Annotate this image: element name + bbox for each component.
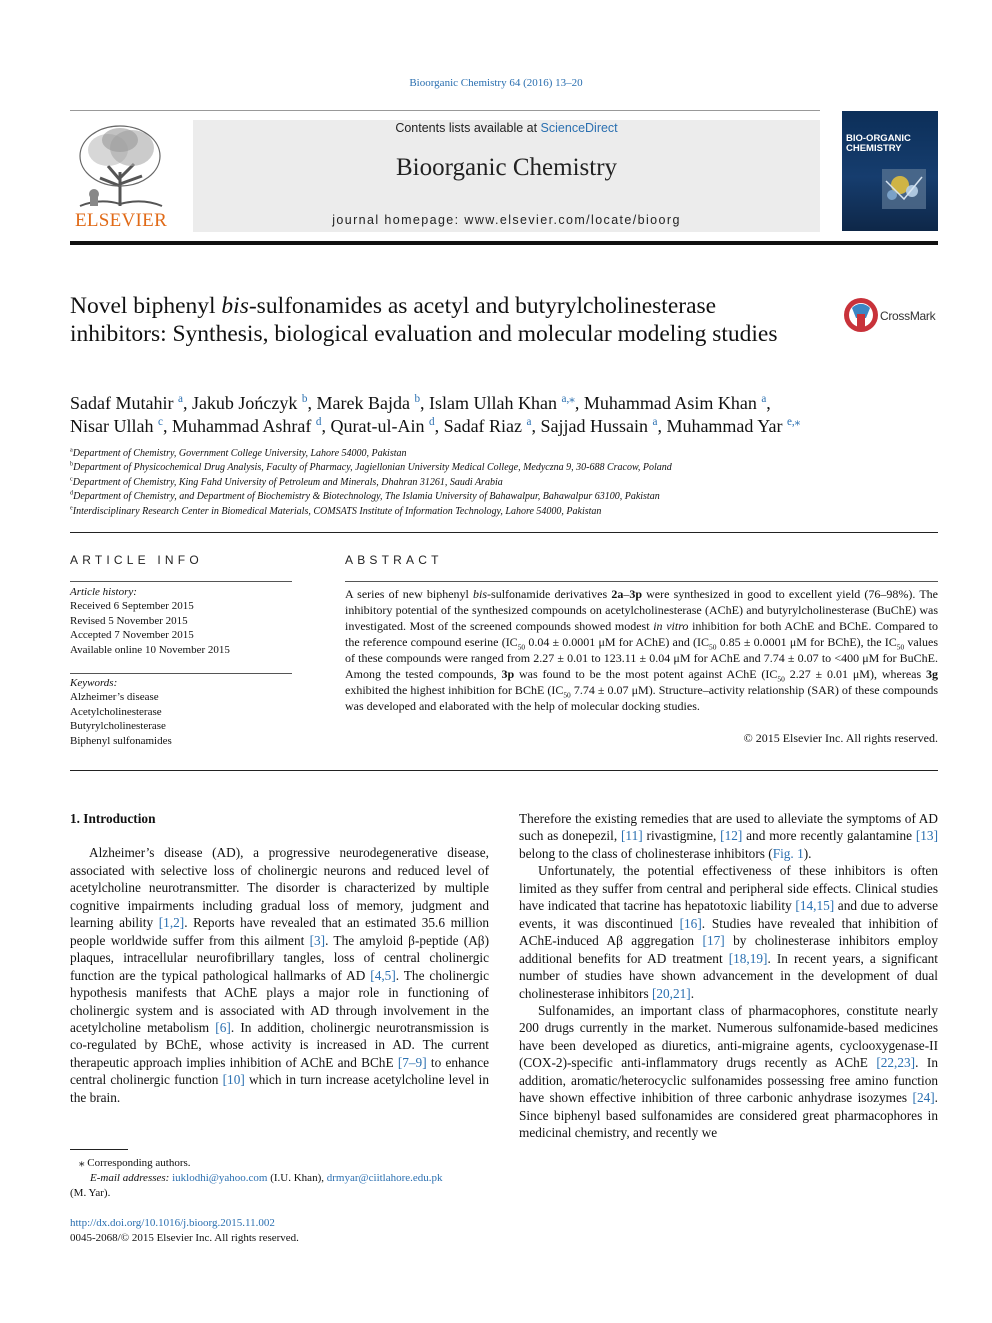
online-date: Available online 10 November 2015 (70, 643, 230, 656)
footnote-rule (70, 1149, 128, 1150)
crossmark-label[interactable]: CrossMark (880, 309, 936, 323)
journal-reference[interactable]: Bioorganic Chemistry 64 (2016) 13–20 (409, 77, 583, 89)
header-thick-rule (70, 241, 938, 245)
citation-link[interactable]: [17] (702, 933, 725, 949)
title-part: Novel biphenyl (70, 293, 222, 319)
abstract-copyright: © 2015 Elsevier Inc. All rights reserved. (743, 731, 938, 745)
paragraph: Alzheimer’s disease (AD), a progressive neurodegenerative disease, associated with selective loss of cholinergic neurons and reduced level of acetylcholine neurotransmitter. The disorder is characterized by multiple cognitive impairments including gradual loss of memory, judgment and learning ability [1,2]. Reports have revealed that an estimated 35.6 million people worldwide suffer from this ailment [3]. The amyloid β-peptide (Aβ) plaques, intracellular neurofibrillary tangles, loss of central cholinergic function are the typical pathological hallmarks of AD [4,5]. The cholinergic hypothesis manifests that AChE plays a major role in functioning of cholinergic system and is associated with AD through involvement in the acetylcholine metabolism [6]. In addition, cholinergic neurotransmission is co-regulated by BChE, whose activity is increased in AD. The current therapeutic approach implies inhibition of AChE and BChE [7–9] to enhance central cholinergic function [10] which in turn increase acetylcholine level in the brain. (70, 845, 490, 1105)
section-heading: 1. Introduction (70, 811, 156, 826)
abstract-rule (345, 581, 938, 582)
abstract-body: A series of new biphenyl bis-sulfonamide derivatives 2a–3p were synthesized in good to excellent yield (76–98%). The inhibitory potential of the synthesized compounds on acetylcholinesterase (AChE) and butyrylcholinesterase (BuChE) was investigated. Most of the screened compounds showed modest in vitro inhibition for both AChE and BChE. Compared to the reference compound eserine ($IC_{50}$ 0.04 ± 0.0001 μM for AChE) and ($IC_{50}$ 0.85 ± 0.0001 μM for BChE), the $IC_{50}$ values of these compounds were ranged from 2.27 ± 0.01 to 123.11 ± 0.04 μM for AChE and 7.74 ± 0.07 to <400 μM for BuChE. Among the tested compounds, 3p was found to be the most potent against AChE ($IC_{50}$ 2.27 ± 0.01 μM), whereas 3g exhibited the highest inhibition for BChE ($IC_{50}$ 7.74 ± 0.07 μM). Structure–activity relationship (SAR) of these compounds was developed and elaborated with the help of molecular docking studies. (345, 587, 939, 713)
author[interactable]: Muhammad Asim Khan $^a$ (583, 393, 767, 413)
journal-homepage[interactable]: journal homepage: www.elsevier.com/locate/bioorg (332, 213, 681, 227)
citation-link[interactable]: [11] (621, 828, 643, 844)
issn-copyright: 0045-2068/© 2015 Elsevier Inc. All rights reserved. (70, 1232, 299, 1244)
author[interactable]: Jakub Jończyk $^b$ (191, 393, 308, 413)
footnotes (70, 1156, 489, 1201)
email-note: E-mail addresses: iuklodhi@yahoo.com (I.U. Khan), drmyar@ciitlahore.edu.pk (90, 1172, 443, 1184)
affiliation: $^d$Department of Chemistry, and Department of Biochemistry & Biotechnology, The Islamia University of Bahawalpur, Bahawalpur 63100, Pakistan (70, 489, 660, 503)
citation-link[interactable]: [13] (915, 828, 938, 844)
figure-link[interactable]: Fig. 1 (772, 845, 804, 861)
citation-link[interactable]: [12] (720, 828, 743, 844)
email-link[interactable]: iuklodhi@yahoo.com (172, 1172, 268, 1184)
affiliation: $^b$Department of Physicochemical Drug Analysis, Faculty of Pharmacy, Jagiellonian University Medical College, Medyczna 9, 30-688 Cracow, Poland (70, 461, 672, 474)
abstract-heading: ABSTRACT (345, 553, 443, 567)
body-column-left (70, 810, 489, 1106)
citation-link[interactable]: [14,15] (795, 898, 835, 914)
doi-block (70, 1216, 299, 1246)
revised-date: Revised 5 November 2015 (70, 614, 188, 627)
journal-cover-image[interactable] (842, 111, 938, 231)
article-info-heading: ARTICLE INFO (70, 553, 203, 567)
author[interactable]: Islam Ullah Khan $^{a,⁎}$ (429, 393, 575, 413)
cover-title: BIO-ORGANIC CHEMISTRY (846, 133, 911, 154)
keyword: Alzheimer’s disease (70, 691, 159, 704)
body-column-right (519, 810, 938, 1142)
author[interactable]: Marek Bajda $^b$ (316, 393, 421, 413)
received-date: Received 6 September 2015 (70, 600, 194, 613)
journal-title: Bioorganic Chemistry (395, 154, 618, 181)
author[interactable]: Muhammad Ashraf $^d$ (171, 416, 322, 436)
abstract-bottom-rule (70, 770, 938, 771)
author[interactable]: Sadaf Mutahir $^a$ (70, 393, 183, 413)
article-title (70, 292, 810, 348)
contents-prefix: Contents lists available at (395, 121, 541, 135)
cover-art (842, 111, 938, 231)
author[interactable]: Nisar Ullah $^c$ (70, 416, 163, 436)
citation-link[interactable]: [22,23] (876, 1055, 916, 1071)
email-owner: (M. Yar). (70, 1187, 111, 1199)
keywords-label: Keywords: (70, 677, 118, 689)
paragraph: Unfortunately, the potential effectiveness of these inhibitors is often limited as they suffer from central and peripheral side effects. Clinical studies have indicated that tacrine has hepatotoxic liability [14,15] and due to adverse events, it was discontinued [16]. Studies have revealed that inhibition of AChE-induced Aβ aggregation [17] by cholinesterase inhibitors employ additional benefits for AD treatment [18,19]. In recent years, a significant number of studies have shown advancement in the development of dual cholinesterase inhibitors [20,21]. (519, 863, 938, 1001)
corresponding-note: ⁎ Corresponding authors. (79, 1157, 191, 1169)
history-label: Article history: (70, 586, 137, 598)
citation-link[interactable]: [1,2] (158, 915, 185, 931)
keyword: Acetylcholinesterase (70, 705, 162, 718)
publisher-wordmark: ELSEVIER (74, 210, 168, 231)
citation-link[interactable]: [3] (309, 932, 326, 948)
article-info-rule (70, 581, 292, 582)
author-list: Sadaf Mutahir $^a$, Jakub Jończyk $^b$, Marek Bajda $^b$, Islam Ullah Khan $^{a,⁎}$, Muhammad Asim Khan $^a$, Nisar Ullah $^c$, Muhammad Ashraf $^d$, Qurat-ul-Ain $^d$, Sadaf Riaz $^a$, Sajjad Hussain $^a$, Muhammad Yar $^{e,⁎}$ (70, 393, 801, 436)
citation-link[interactable]: [4,5] (370, 967, 396, 983)
author[interactable]: Muhammad Yar $^{e,⁎}$ (666, 416, 801, 436)
citation-link[interactable]: [10] (222, 1072, 245, 1088)
keyword: Biphenyl sulfonamides (70, 734, 172, 747)
paragraph: Therefore the existing remedies that are used to alleviate the symptoms of AD such as donepezil, [11] rivastigmine, [12] and more recently galantamine [13] belong to the class of cholinesterase inhibitors (Fig. 1). (519, 811, 938, 861)
sciencedirect-link[interactable]: ScienceDirect (540, 121, 618, 135)
contents-availability (193, 121, 820, 135)
author[interactable]: Sajjad Hussain $^a$ (540, 416, 658, 436)
citation-link[interactable]: [16] (679, 915, 702, 931)
author[interactable]: Sadaf Riaz $^a$ (443, 416, 532, 436)
email-link[interactable]: drmyar@ciitlahore.edu.pk (326, 1172, 443, 1184)
affiliation: $^e$Interdisciplinary Research Center in Biomedical Materials, COMSATS Institute of Information Technology, Lahore 54000, Pakistan (70, 504, 602, 517)
keyword: Butyrylcholinesterase (70, 720, 166, 733)
citation-link[interactable]: [7–9] (397, 1054, 427, 1070)
citation-link[interactable]: [6] (215, 1019, 231, 1035)
title-part: -sulfonamides as acetyl and butyrylcholinesterase inhibitors: Synthesis, biological evaluation and molecular modeling studies (70, 293, 778, 347)
author[interactable]: Qurat-ul-Ain $^d$ (330, 416, 435, 436)
section-divider (70, 532, 938, 533)
affiliation: $^c$Department of Chemistry, King Fahd University of Petroleum and Minerals, Dhahran 31261, Saudi Arabia (70, 475, 503, 488)
paragraph: Sulfonamides, an important class of pharmacophores, constitute nearly 200 drugs currently in the market. Numerous sulfonamide-based medicines have been developed as diuretics, anti-migraine agents, cyclooxygenase-II (COX-2)-specific anti-inflammatory drugs recently as AChE [22,23]. In addition, aromatic/heterocyclic sulfonamides possessing free amino function have shown effective inhibition of three carbonic anhydrase isozymes [24]. Since biphenyl based sulfonamides are considered great pharmacophores in medicinal chemistry, and recently we (519, 1002, 938, 1141)
doi-link[interactable]: http://dx.doi.org/10.1016/j.bioorg.2015.11.002 (70, 1217, 275, 1229)
citation-link[interactable]: [18,19] (728, 950, 768, 966)
citation-link[interactable]: [24] (912, 1090, 935, 1106)
article-history (70, 585, 292, 657)
title-italic: bis (221, 293, 249, 319)
header-divider (70, 110, 820, 111)
accepted-date: Accepted 7 November 2015 (70, 629, 194, 642)
citation-link[interactable]: [20,21] (651, 985, 691, 1001)
keywords (70, 676, 292, 748)
affiliation: $^a$Department of Chemistry, Government College University, Lahore 54000, Pakistan (70, 446, 407, 459)
affiliations (70, 447, 938, 519)
keywords-rule (70, 673, 292, 674)
